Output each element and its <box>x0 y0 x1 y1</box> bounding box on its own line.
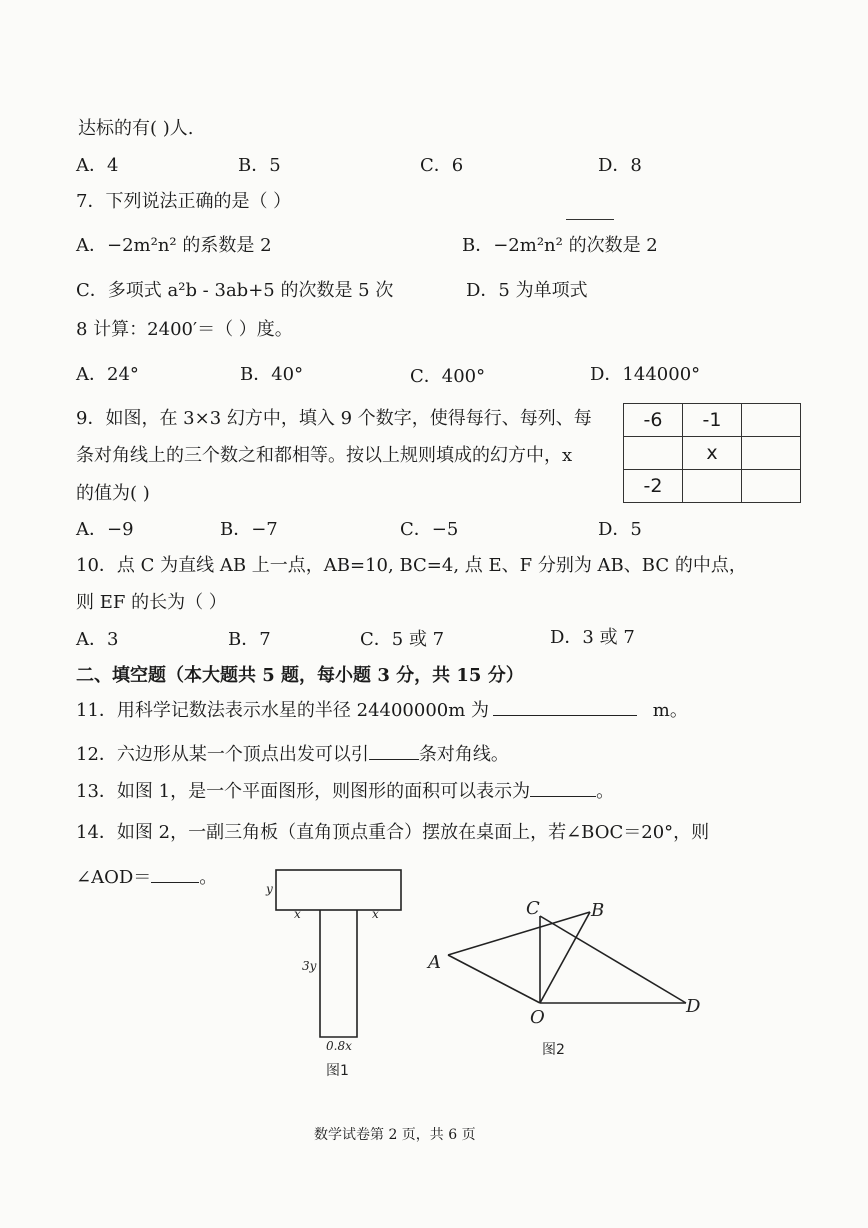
q9-option-c: C．−5 <box>400 519 459 540</box>
q8-option-c: C．400° <box>410 366 486 387</box>
q14-before: ∠AOD＝ <box>76 867 152 888</box>
fig1-label-x-right: x <box>372 907 379 921</box>
grid-cell: -6 <box>624 404 683 437</box>
fig1-label-y: y <box>266 882 273 896</box>
q6-option-d: D．8 <box>598 155 642 176</box>
q9-line-2: 条对角线上的三个数之和都相等。按以上规则填成的幻方中，x <box>76 445 573 466</box>
q13-after: 。 <box>596 781 615 802</box>
fig2-label-O: O <box>530 1007 545 1028</box>
fig2-label-D: D <box>686 996 701 1017</box>
t-shape-top-rect <box>276 870 401 910</box>
grid-cell: x <box>683 437 742 470</box>
q9-option-a: A．−9 <box>76 519 134 540</box>
line-CD <box>540 916 686 1003</box>
q6-option-c: C．6 <box>420 155 464 176</box>
q6-option-a: A．4 <box>76 155 119 176</box>
line-AO <box>448 955 540 1003</box>
page-footer: 数学试卷第 2 页，共 6 页 <box>314 1127 476 1143</box>
fig1-label-x-left: x <box>294 907 301 921</box>
fig2-label-B: B <box>591 900 605 921</box>
q9-option-b: B．−7 <box>220 519 278 540</box>
q7-stem: 7．下列说法正确的是（ ） <box>76 191 292 212</box>
q9-line-3: 的值为( ) <box>76 483 150 504</box>
q10-option-c: C．5 或 7 <box>360 629 445 650</box>
q11-after: m。 <box>652 700 688 721</box>
q12-before: 12．六边形从某一个顶点出发可以引 <box>76 744 369 765</box>
fig2-label-C: C <box>526 898 540 919</box>
q10-line-2: 则 EF 的长为（ ） <box>76 592 227 613</box>
q9-line-1: 9．如图，在 3×3 幻方中，填入 9 个数字，使得每行、每列、每 <box>76 408 592 429</box>
q8-option-d: D．144000° <box>590 364 701 385</box>
q8-option-b: B．40° <box>240 364 304 385</box>
section-heading: 二、填空题（本大题共 5 题，每小题 3 分，共 15 分） <box>76 665 524 686</box>
q7-option-d: D．5 为单项式 <box>466 280 588 301</box>
q8-option-a: A．24° <box>76 364 139 385</box>
q10-option-a: A．3 <box>76 629 119 650</box>
q14-line-1: 14．如图 2，一副三角板（直角顶点重合）摆放在桌面上，若∠BOC＝20°，则 <box>76 822 710 843</box>
t-shape-stem <box>320 910 357 1037</box>
q6-tail-text: 达标的有( )人. <box>78 118 194 139</box>
q7-option-b: B．−2m²n² 的次数是 2 <box>462 235 658 256</box>
fig2-caption: 图2 <box>542 1042 565 1058</box>
figure-2 <box>448 912 686 1003</box>
fig1-label-bottom: 0.8x <box>326 1039 352 1053</box>
fig2-label-A: A <box>428 952 441 973</box>
q11-before: 11．用科学记数法表示水星的半径 24400000m 为 <box>76 700 490 721</box>
grid-cell: -1 <box>683 404 742 437</box>
q10-option-d: D．3 或 7 <box>550 627 635 648</box>
q9-option-d: D．5 <box>598 519 642 540</box>
q7-option-a: A．−2m²n² 的系数是 2 <box>76 235 272 256</box>
fig1-caption: 图1 <box>326 1063 349 1079</box>
q12-after: 条对角线。 <box>418 744 509 765</box>
figure-1 <box>276 870 401 1037</box>
q13-before: 13．如图 1，是一个平面图形，则图形的面积可以表示为 <box>76 781 531 802</box>
q10-line-1: 10．点 C 为直线 AB 上一点，AB=10, BC=4, 点 E、F 分别为 AB、BC 的中点， <box>76 555 747 576</box>
q7-option-c: C．多项式 a²b - 3ab+5 的次数是 5 次 <box>76 280 394 301</box>
q10-option-b: B．7 <box>228 629 271 650</box>
q6-option-b: B．5 <box>238 155 281 176</box>
fig1-label-3y: 3y <box>302 959 317 973</box>
q14-after: 。 <box>199 867 218 888</box>
q8-stem: 8 计算：2400′＝（ ）度。 <box>76 319 293 340</box>
grid-cell: -2 <box>624 470 683 503</box>
